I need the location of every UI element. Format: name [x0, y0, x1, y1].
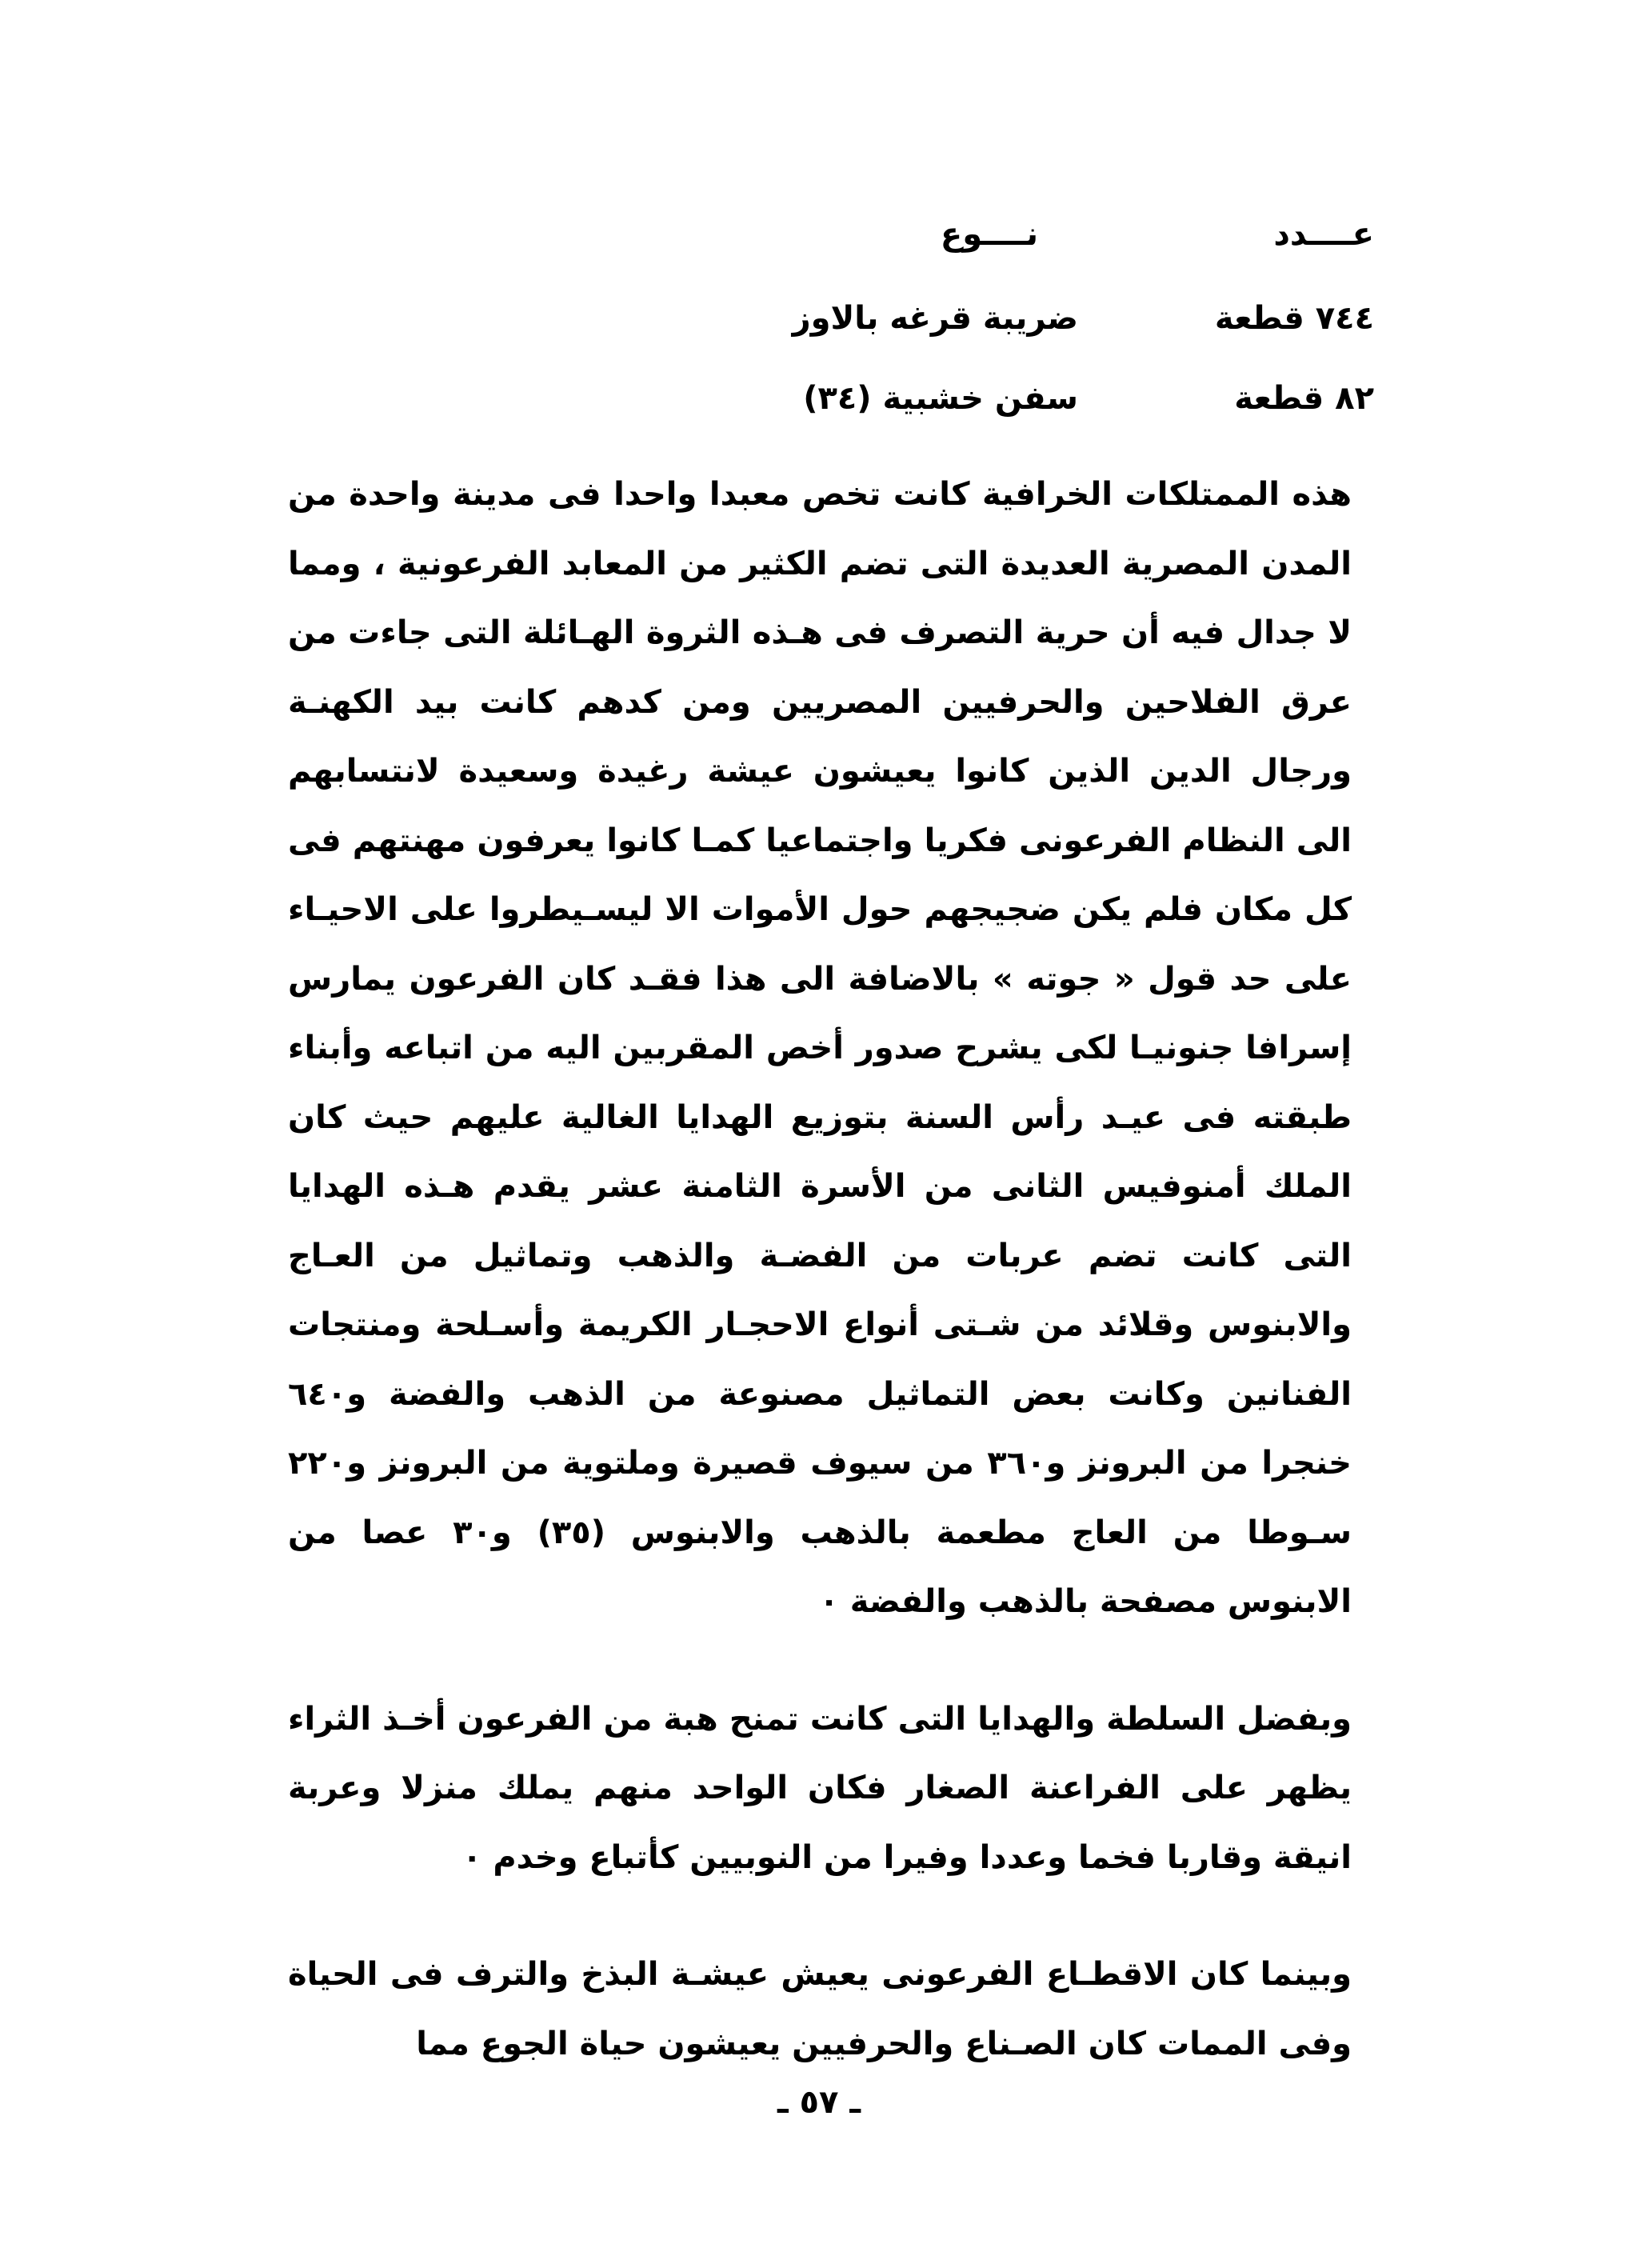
paragraph: وبينما كان الاقطـاع الفرعونى يعيش عيشـة البذخ والترف فى الحياة وفى الممات كان الصـناع والحرفيين يعيشون حياة الجوع مما: [288, 1956, 1352, 2062]
page-number: ـ ٥٧ ـ: [777, 2084, 861, 2121]
row-count: ٧٤٤ قطعة: [1214, 300, 1374, 337]
paragraph: وبفضل السلطة والهدايا التى كانت تمنح هبة من الفرعون أخـذ الثراء يظهر على الفراعنة الصغار فكان الواحد منهم يملك منزلا وعربة انيقة وقاربا فخما وعددا وفيرا من النوبيين كأتباع وخدم ٠: [288, 1700, 1352, 1876]
header-count-label: عــــدد: [1273, 216, 1374, 253]
row-type: ضريبة قرغه بالاوز: [792, 300, 1078, 337]
paragraph: هذه الممتلكات الخرافية كانت تخص معبدا واحدا فى مدينة واحدة من المدن المصرية العديدة التى تضم الكثير من المعابد الفرعونية ، ومما لا جدال فيه أن حرية التصرف فى هـذه الثروة الهـائلة التى جاءت من عرق الفلاحين والحرفيين المصريين ومن كدهم كانت بيد الكهنـة ورجال الدين الذين كانوا يعيشون عيشة رغيدة وسعيدة لانتسابهم الى النظام الفرعونى فكريا واجتماعيا كمـا كانوا يعرفون مهنتهم فى كل مكان فلم يكن ضجيجهم حول الأموات الا ليسـيطروا على الاحيـاء على حد قول « جوته » بالاضافة الى هذا فقـد كان الفرعون يمارس إسرافا جنونيـا لكى يشرح صدور أخص المقربين اليه من اتباعه وأبناء طبقته فى عيـد رأس السنة بتوزيع الهدايا الغالية عليهم حيث كان الملك أمنوفيس الثانى من الأسرة الثامنة عشر يقدم هـذه الهدايا التى كانت تضم عربات من الفضـة والذهب وتماثيل من العـاج والابنوس وقلائد من شـتى أنواع الاحجـار الكريمة وأسـلحة ومنتجات الفنانين وكانت بعض التماثيل مصنوعة من الذهب والفضة و٦٤٠ خنجرا من البرونز و٣٦٠ من سيوف قصيرة وملتوية من البرونز و٢٢٠ سـوطا من العاج مطعمة بالذهب والابنوس (٣٥) و٣٠ عصا من الابنوس مصفحة بالذهب والفضة ٠: [288, 476, 1352, 1620]
header-type-label: نــــوع: [940, 216, 1038, 253]
body-text: [288, 460, 1352, 2078]
table-row: [494, 300, 1374, 364]
row-type: سفن خشبية (٣٤): [803, 380, 1078, 417]
row-count: ٨٢ قطعة: [1234, 380, 1374, 417]
table-header: [494, 216, 1374, 272]
table-row: [494, 380, 1374, 444]
